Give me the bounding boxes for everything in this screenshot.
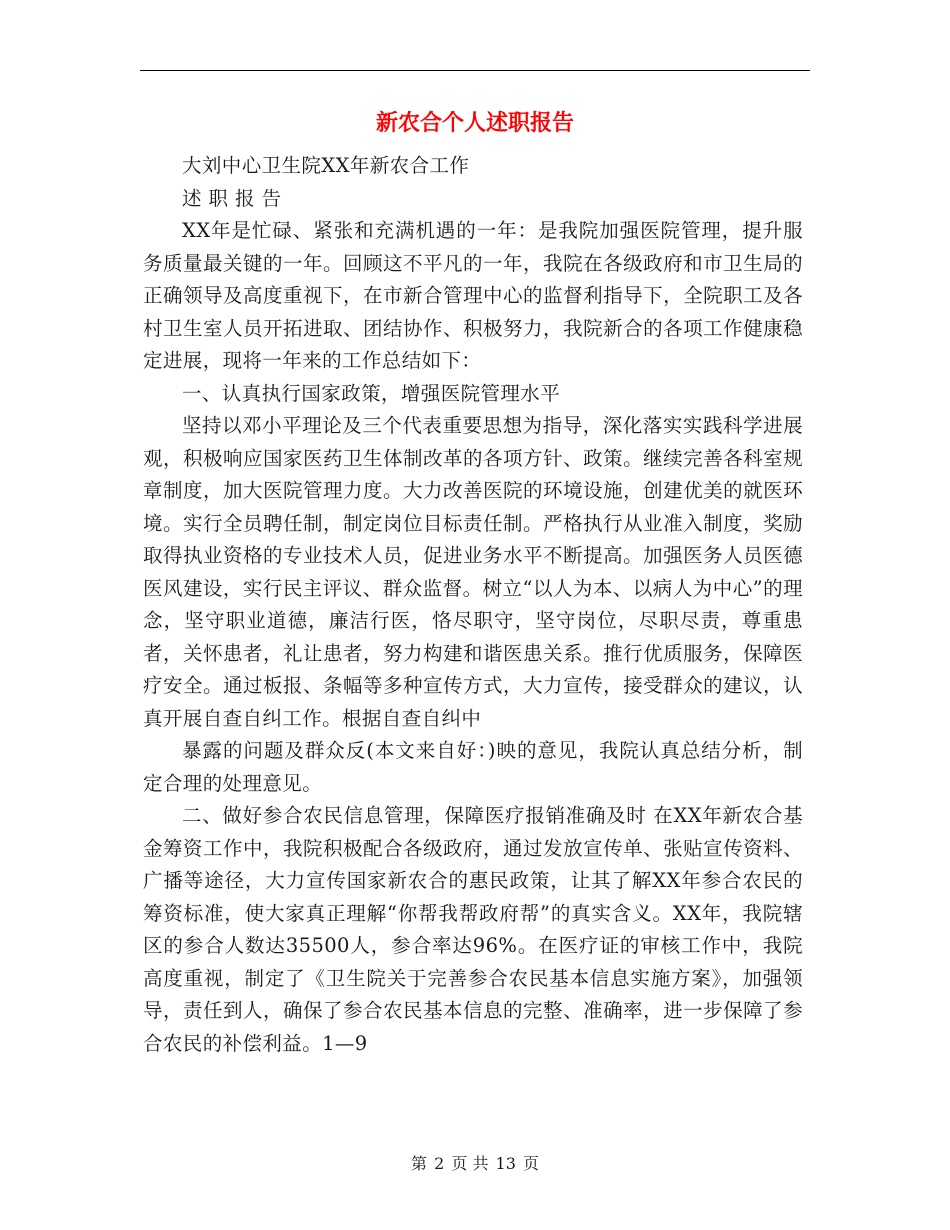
document-title: 新农合个人述职报告 bbox=[375, 111, 574, 136]
header-rule bbox=[140, 70, 810, 71]
paragraph-section-2: 二、做好参合农民信息管理，保障医疗报销准确及时 在XX年新农合基金筹资工作中，我院积极配合各级政府，通过发放宣传单、张贴宣传资料、广播等途径，大力宣传国家新农合的惠民政策，让其了解XX年参合农民的筹资标准，使大家真正理解“你帮我帮政府帮”的真实含义。XX年，我院辖区的参合人数达35500人，参合率达96%。在医疗证的审核工作中，我院高度重视，制定了《卫生院关于完善参合农民基本信息实施方案》，加强领导，责任到人，确保了参合农民基本信息的完整、准确率，进一步保障了参合农民的补偿利益。1—9 bbox=[143, 804, 803, 1055]
section-heading-1: 一、认真执行国家政策，增强医院管理水平 bbox=[182, 381, 561, 405]
footer-total-pages: 13 bbox=[495, 1154, 516, 1173]
footer-middle: 页 共 bbox=[451, 1154, 489, 1173]
paragraph-section-1: 坚持以邓小平理论及三个代表重要思想为指导，深化落实实践科学进展观，积极响应国家医药卫生体制改革的各项方针、政策。继续完善各科室规章制度，加大医院管理力度。大力改善医院的环境设施，创建优美的就医环境。实行全员聘任制，制定岗位目标责任制。严格执行从业准入制度，奖励取得执业资格的专业技术人员，促进业务水平不断提高。加强医务人员医德医风建设，实行民主评议、群众监督。树立“以人为本、以病人为中心”的理念，坚守职业道德，廉洁行医，恪尽职守，坚守岗位，尽职尽责，尊重患者，关怀患者，礼让患者，努力构建和谐医患关系。推行优质服务，保障医疗安全。通过板报、条幅等多种宣传方式，大力宣传，接受群众的建议，认真开展自查自纠工作。根据自查自纠中 bbox=[143, 414, 803, 730]
footer-page-number: 2 bbox=[434, 1154, 445, 1173]
paragraph-intro: XX年是忙碌、紧张和充满机遇的一年：是我院加强医院管理，提升服务质量最关键的一年。回顾这不平凡的一年，我院在各级政府和市卫生局的正确领导及高度重视下，在市新合管理中心的监督利指导下，全院职工及各村卫生室人员开拓进取、团结协作、积极努力，我院新合的各项工作健康稳定进展，现将一年来的工作总结如下： bbox=[143, 219, 803, 372]
paragraph-subtitle: 述 职 报 告 bbox=[182, 186, 282, 210]
document-body bbox=[143, 150, 803, 1060]
paragraph-org-line: 大刘中心卫生院XX年新农合工作 bbox=[182, 154, 470, 177]
paragraph-section-1-cont: 暴露的问题及群众反(本文来自好：)映的意见，我院认真总结分析，制定合理的处理意见。 bbox=[143, 739, 803, 795]
page-footer bbox=[140, 1152, 810, 1176]
footer-suffix: 页 bbox=[523, 1154, 540, 1173]
footer-prefix: 第 bbox=[410, 1154, 427, 1173]
